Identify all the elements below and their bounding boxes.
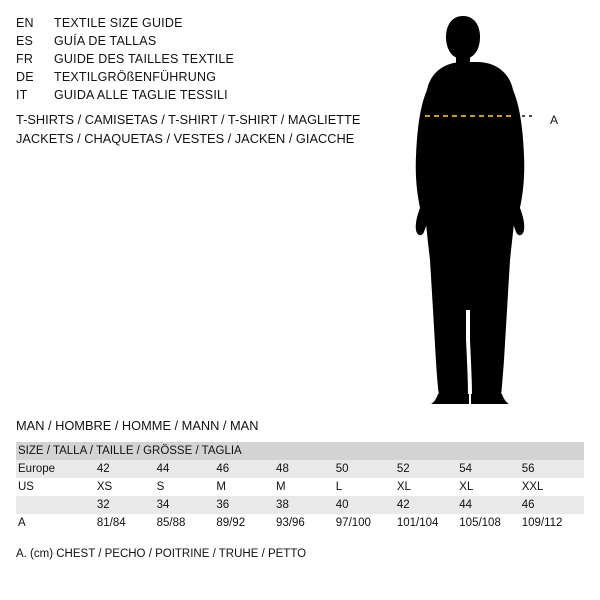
row-label: Europe xyxy=(18,463,56,475)
language-text: GUÍA DE TALLAS xyxy=(54,34,157,48)
language-row xyxy=(16,34,396,52)
language-list xyxy=(16,16,396,106)
cell: 44 xyxy=(459,499,473,511)
cell: 50 xyxy=(335,463,349,475)
language-code: DE xyxy=(16,70,34,84)
cell: 34 xyxy=(156,499,170,511)
cell: XL xyxy=(396,481,411,493)
language-row xyxy=(16,16,396,34)
cell: 38 xyxy=(276,499,289,511)
category-line-tshirts: T-SHIRTS / CAMISETAS / T-SHIRT / T-SHIRT / MAGLIETTE xyxy=(16,112,361,127)
cell: 105/108 xyxy=(459,517,501,529)
male-silhouette-icon xyxy=(400,10,600,410)
cell: 42 xyxy=(96,463,110,475)
row-label: US xyxy=(18,481,34,493)
cell: 93/96 xyxy=(276,517,305,529)
table-section-title: MAN / HOMBRE / HOMME / MANN / MAN xyxy=(16,418,259,433)
language-row xyxy=(16,52,396,70)
cell: 32 xyxy=(96,499,110,511)
cell: 42 xyxy=(396,499,410,511)
cell: 101/104 xyxy=(396,517,439,529)
language-row xyxy=(16,88,396,106)
language-text: GUIDA ALLE TAGLIE TESSILI xyxy=(54,88,228,102)
language-code: ES xyxy=(16,34,34,48)
cell: 48 xyxy=(276,463,289,475)
table-row xyxy=(16,496,584,514)
table-row xyxy=(16,514,584,532)
language-code: FR xyxy=(16,52,34,66)
category-list xyxy=(16,110,416,148)
language-code: EN xyxy=(16,16,34,30)
cell: 52 xyxy=(396,463,410,475)
chest-measure-label: A xyxy=(550,113,559,127)
cell: 81/84 xyxy=(96,517,126,529)
language-text: TEXTILGRÖßENFÜHRUNG xyxy=(54,70,217,84)
cell: 56 xyxy=(521,463,535,475)
cell: S xyxy=(156,481,165,493)
cell: 85/88 xyxy=(156,517,186,529)
cell: 46 xyxy=(521,499,535,511)
table-row xyxy=(16,460,584,478)
cell: M xyxy=(216,481,226,493)
table-row xyxy=(16,478,584,496)
size-table xyxy=(16,442,584,532)
cell: L xyxy=(335,481,343,493)
cell: 40 xyxy=(335,499,349,511)
cell: 44 xyxy=(156,463,170,475)
language-row xyxy=(16,70,396,88)
body-figure xyxy=(400,10,600,410)
language-text: GUIDE DES TAILLES TEXTILE xyxy=(54,52,235,66)
cell: 89/92 xyxy=(216,517,246,529)
cell: 97/100 xyxy=(335,517,371,529)
language-text: TEXTILE SIZE GUIDE xyxy=(54,16,183,30)
cell: M xyxy=(276,481,286,493)
language-code: IT xyxy=(16,88,28,102)
cell: 109/112 xyxy=(521,517,563,529)
cell: 54 xyxy=(459,463,473,475)
row-label: A xyxy=(18,517,26,529)
table-footnote: A. (cm) CHEST / PECHO / POITRINE / TRUHE / PETTO xyxy=(16,548,307,560)
cell: XS xyxy=(96,481,113,493)
cell: 46 xyxy=(216,463,230,475)
cell: XXL xyxy=(521,481,544,493)
table-header-label: SIZE / TALLA / TAILLE / GRÖSSE / TAGLIA xyxy=(18,445,242,457)
category-line-jackets: JACKETS / CHAQUETAS / VESTES / JACKEN / GIACCHE xyxy=(16,131,355,146)
table-header-row xyxy=(16,442,584,460)
row-label xyxy=(16,496,97,514)
cell: 36 xyxy=(216,499,230,511)
cell: XL xyxy=(459,481,474,493)
